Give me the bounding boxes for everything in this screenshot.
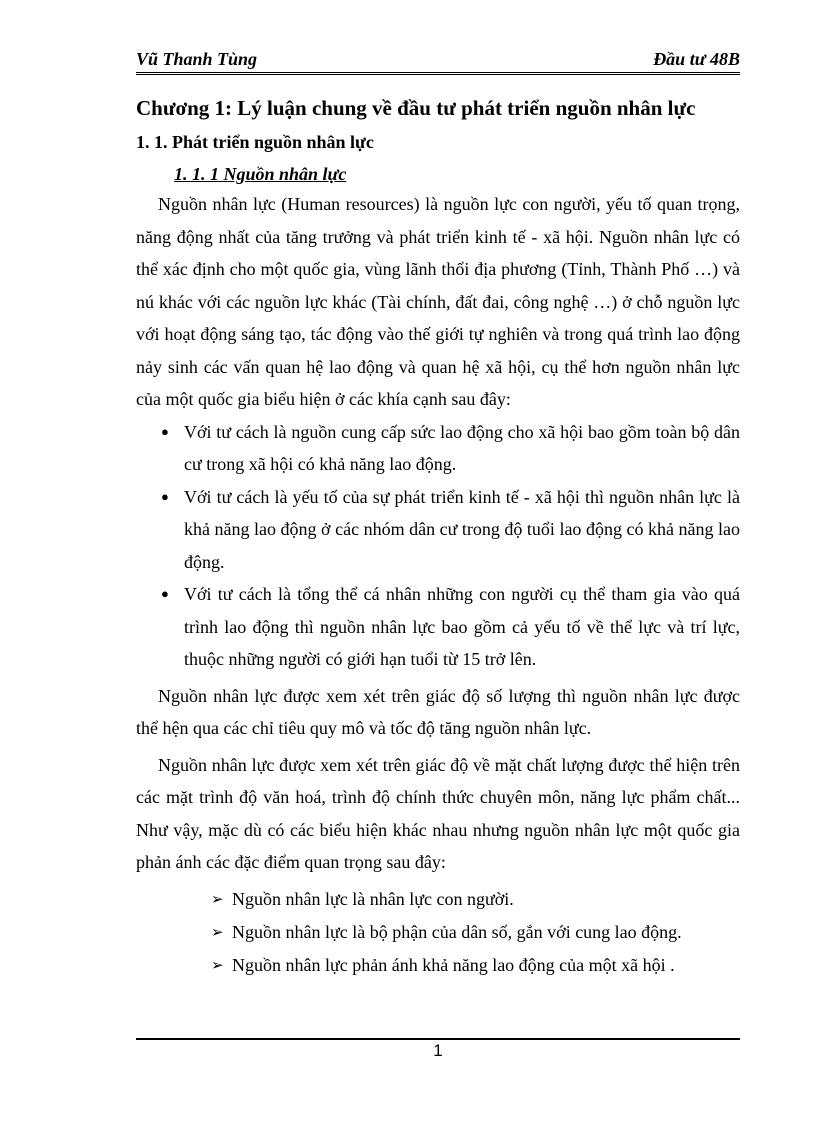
bullet-item-text: Với tư cách là nguồn cung cấp sức lao động cho xã hội bao gồm toàn bộ dân cư trong xã hội có khả năng lao động.	[184, 421, 740, 474]
bullet-icon: ●	[161, 586, 169, 601]
page-number: 1	[433, 1041, 443, 1060]
arrow-bullet-icon: ➢	[211, 955, 224, 974]
subsection-title: 1. 1. 1 Nguồn nhân lực	[174, 164, 347, 184]
header-author: Vũ Thanh Tùng	[136, 49, 258, 69]
bullet-item	[161, 578, 740, 676]
bullet-icon: ●	[161, 488, 169, 504]
arrow-item-text: Nguồn nhân lực là bộ phận của dân số, gắn với cung lao động.	[232, 921, 682, 942]
chapter-title: Chương 1: Lý luận chung về đầu tư phát triển nguồn nhân lực	[136, 96, 696, 120]
section-title: 1. 1. Phát triển nguồn nhân lực	[136, 132, 374, 152]
bullet-item-text: Với tư cách là yếu tố của sự phát triển kinh tế - xã hội thì nguồn nhân lực là khả năng lao động ở các nhóm dân cư trong độ tuổi lao động có khả năng lao động.	[184, 486, 740, 572]
arrow-bullet-icon: ➢	[211, 922, 224, 941]
page-header	[136, 48, 740, 75]
arrow-list	[136, 883, 740, 982]
paragraph-quantity: Nguồn nhân lực được xem xét trên giác độ số lượng thì nguồn nhân lực được thể hện qua các chỉ tiêu quy mô và tốc độ tăng nguồn nhân lực.	[136, 685, 740, 738]
arrow-item	[211, 916, 740, 949]
footer-divider	[136, 1038, 740, 1040]
header-class: Đầu tư 48B	[653, 49, 740, 69]
bullet-icon: ●	[161, 423, 169, 439]
paragraph-intro: Nguồn nhân lực (Human resources) là nguồn lực con người, yếu tố quan trọng, năng động nhất của tăng trưởng và phát triển kinh tế - xã hội. Nguồn nhân lực có thể xác định cho một quốc gia, vùng lãnh thổi địa phương (Tỉnh, Thành Phố …) và nú khác với các nguồn lực khác (Tài chính, đất đai, công nghệ …) ở chỗ nguồn lực với hoạt động sáng tạo, tác động vào thế giới tự nghiên và trong quá trình lao động nảy sinh các vấn quan hệ lao động và quan hệ xã hội, cụ thể hơn nguồn nhân lực của một quốc gia biểu hiện ở các khía cạnh sau đây:	[136, 194, 740, 409]
document-body	[136, 94, 740, 982]
arrow-item-text: Nguồn nhân lực là nhân lực con người.	[232, 888, 514, 909]
bullet-list	[136, 416, 740, 676]
bullet-item	[161, 481, 740, 579]
bullet-item-text: Với tư cách là tổng thể cá nhân những con người cụ thể tham gia vào quá trình lao động thì nguồn nhân lực bao gồm cả yếu tố về thể lực và trí lực, thuộc những người có giới hạn tuổi từ 15 trở lên.	[184, 584, 740, 669]
arrow-item	[211, 883, 740, 916]
arrow-item-text: Nguồn nhân lực phản ánh khả năng lao động của một xã hội .	[232, 954, 675, 975]
paragraph-quality: Nguồn nhân lực được xem xét trên giác độ về mặt chất lượng được thể hiện trên các mặt trình độ văn hoá, trình độ chính thức chuyên môn, năng lực phẩm chất... Như vậy, mặc dù có các biểu hiện khác nhau nhưng nguồn nhân lực một quốc gia phản ánh các đặc điểm quan trọng sau đây:	[136, 754, 740, 872]
arrow-item	[211, 949, 740, 982]
arrow-bullet-icon: ➢	[211, 889, 224, 908]
bullet-item	[161, 416, 740, 481]
